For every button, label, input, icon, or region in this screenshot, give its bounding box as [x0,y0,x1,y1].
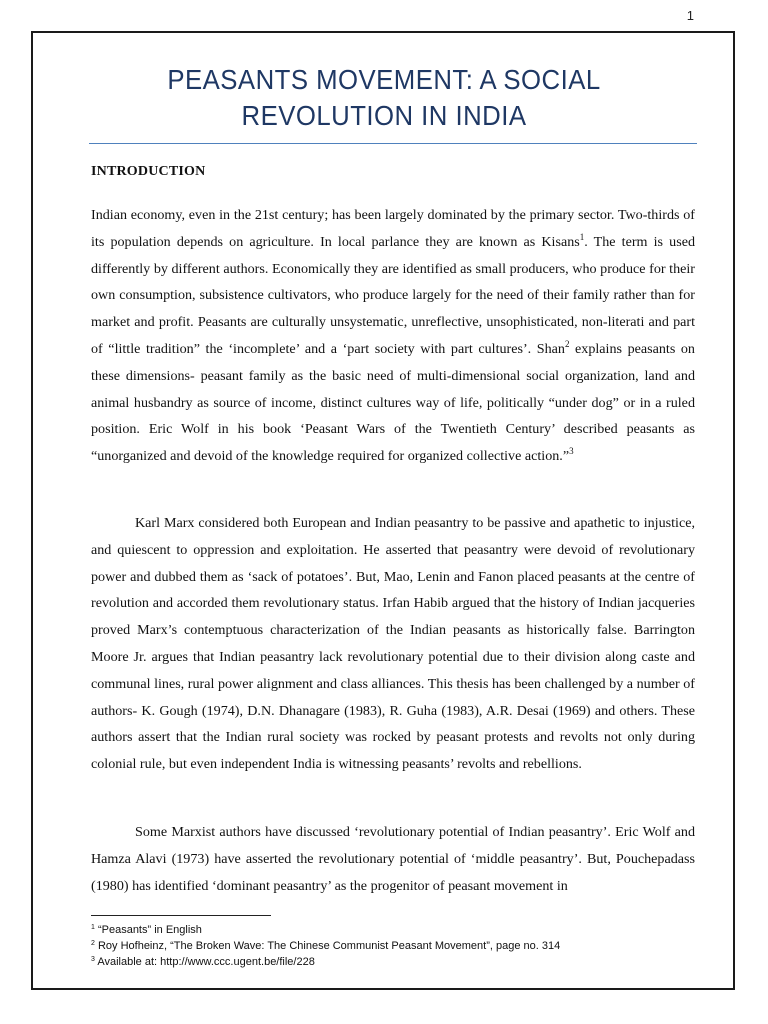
footnote-number: 1 [91,924,95,931]
paragraph-1-text-b: . The term is used differently by different authors. Economically they are identified as small producers, who produce for their own consumption, subsistence cultivators, who produce largely for the need of their family rather than for market and profit. Peasants are culturally unsystematic, unreflective, unsophisticated, non-literati and part of “little tradition” the ‘incomplete’ and a ‘part society with part cultures’. Shan [91,233,695,357]
paragraph-3: Some Marxist authors have discussed ‘revolutionary potential of Indian peasantry’. Eric Wolf and Hamza Alavi (1973) have asserted the revolutionary potential of ‘middle peasantry’. But, Pouchepadass (1980) has identified ‘dominant peasantry’ as the progenitor of peasant movement in [91,824,695,894]
footnote-3 [91,954,691,970]
footnote-number: 2 [91,940,95,947]
page-title-line-2: REVOLUTION IN INDIA [241,100,527,131]
footnote-ref-1[interactable]: 1 [579,231,585,242]
footnote-text: Roy Hofheinz, “The Broken Wave: The Chinese Communist Peasant Movement”, page no. 314 [94,940,561,952]
paragraph-1-text-c: explains peasants on these dimensions- peasant family as the basic need of multi-dimensional social organization, land and animal husbandry as source of income, distinct cultures way of life, politically “under dog” or in a ruled position. Eric Wolf in his book ‘Peasant Wars of the Twentieth Century’ described peasants as “unorganized and devoid of the knowledge required for organized collective action.” [91,340,695,465]
title-underline [89,143,697,144]
footnotes [91,922,691,970]
paragraph-2: Karl Marx considered both European and Indian peasantry to be passive and apathetic to injustice, and quiescent to oppression and exploitation. He asserted that peasantry were devoid of revolutionary power and dubbed them as ‘sack of potatoes’. But, Mao, Lenin and Fanon placed peasants at the centre of revolution and accorded them revolutionary status. Irfan Habib argued that the history of Indian jacqueries proved Marx’s contemptuous characterization of the Indian peasants as historically false. Barrington Moore Jr. argues that Indian peasantry lack revolutionary potential due to their division along caste and communal lines, rural power alignment and class alliances. This thesis has been challenged by a number of authors- K. Gough (1974), D.N. Dhanagare (1983), R. Guha (1983), A.R. Desai (1969) and others. These authors assert that the Indian rural society was rocked by peasant protests and revolts not only during colonial rule, but even independent India is witnessing peasants’ revolts and rebellions. [91,515,695,773]
footnote-number: 3 [91,956,95,963]
page-number: 1 [686,8,694,23]
footnote-ref-2[interactable]: 2 [564,338,570,349]
footnote-2 [91,938,691,954]
paragraph-1 [91,202,695,470]
footnote-text: Available at: http://www.ccc.ugent.be/file/228 [94,956,315,968]
footnote-text: “Peasants” in English [94,924,202,936]
paragraph-1-text-a: Indian economy, even in the 21st century; has been largely dominated by the primary sector. Two-thirds of its population depends on agriculture. In local parlance they are known as Kisans [91,207,695,250]
page-title-line-1: PEASANTS MOVEMENT: A SOCIAL [167,64,601,95]
footnote-ref-3[interactable]: 3 [569,446,574,457]
section-heading: INTRODUCTION [91,164,206,179]
footnote-divider [91,915,271,916]
footnote-1 [91,922,691,938]
page-title [31,62,738,134]
